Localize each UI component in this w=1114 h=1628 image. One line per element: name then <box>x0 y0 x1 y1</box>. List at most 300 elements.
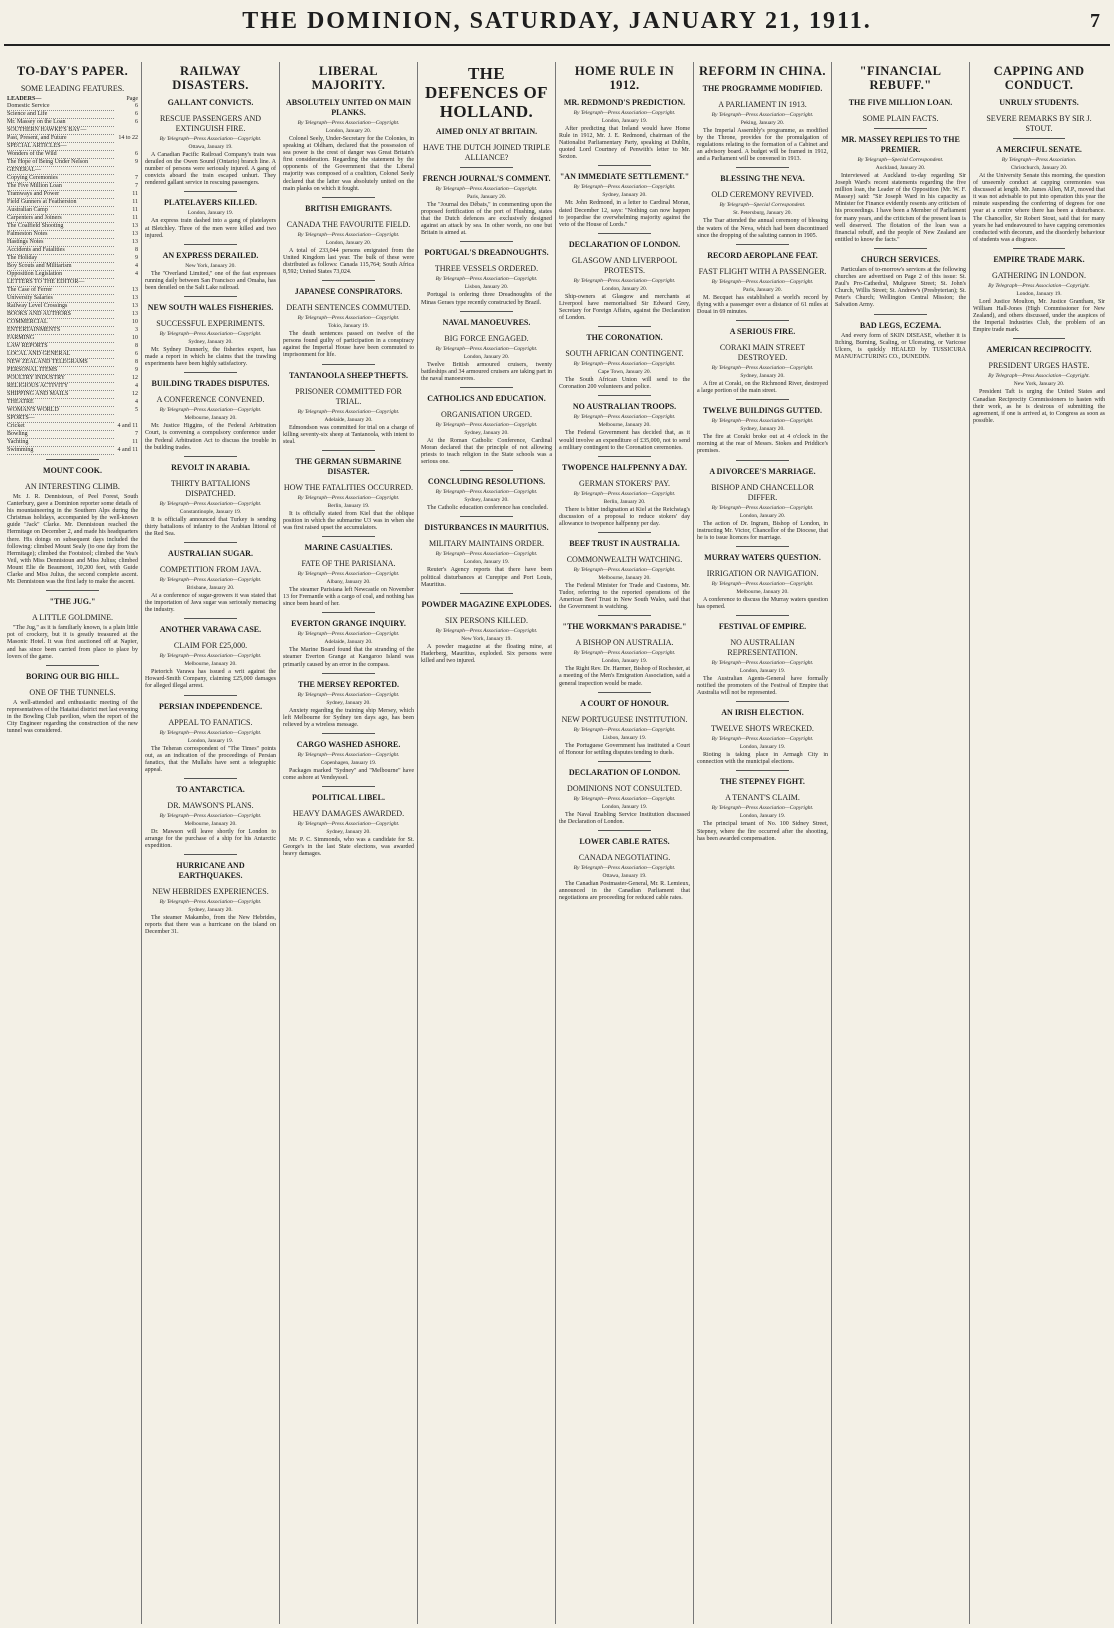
article-body: Dr. Mawson will leave shortly for London to arrange for the purchase of a ship for his Antarctic expedition. <box>145 828 276 850</box>
toc-row <box>7 351 138 359</box>
news-article <box>697 546 828 611</box>
article-byline: By Telegraph—Press Association—Copyright. <box>297 231 400 238</box>
article-headline: THE FIVE MILLION LOAN. <box>848 98 953 107</box>
article-headline: EMPIRE TRADE MARK. <box>993 254 1085 264</box>
article-body: At the University Senate this morning, the question of unseemly conduct at capping ceremonies was discussed at length. Mr. James Allen, M.P., moved that it was not advisable to put into operation this year the minute suspending the conferring of degrees for one year at a centre where there has been a disturbance. The Chancellor, Sir Robert Stout, said that for many years he had endeavoured to have capping ceremonies conducted with decorum, and the disorderly behaviour of students was a disgrace. <box>973 173 1105 243</box>
article-body: The Right Rev. Dr. Harmer, Bishop of Rochester, at a meeting of the Men's Emigration Association, said a general inspection would be made. <box>559 666 690 687</box>
article-divider <box>460 593 512 594</box>
article-headline: A SERIOUS FIRE. <box>729 327 796 337</box>
toc-page: 9 <box>135 159 138 165</box>
news-article <box>145 191 276 239</box>
toc-row <box>7 431 138 439</box>
article-headline: BRITISH EMIGRANTS. <box>305 203 392 213</box>
article-subheadline: IRRIGATION OR NAVIGATION. <box>706 568 819 578</box>
toc-label: Bowling <box>7 431 114 439</box>
article-byline: By Telegraph—Press Association—Copyright. <box>573 361 676 368</box>
article-divider <box>460 167 512 168</box>
article-subheadline: DOMINIONS NOT CONSULTED. <box>567 783 682 793</box>
article-subheadline: NEW PORTUGUESE INSTITUTION. <box>561 714 688 724</box>
article-byline: By Telegraph—Press Association—Copyright. <box>711 736 814 743</box>
article-dateline: Sydney, January 20. <box>464 429 509 436</box>
article-headline: AIMED ONLY AT BRITAIN. <box>435 127 538 136</box>
article-body: The steamer Parisiana left Newcastle on November 13 for Fremantle with a cargo of coal, and nothing has since been heard of her. <box>283 587 414 608</box>
article-subheadline: GLASGOW AND LIVERPOOL PROTESTS. <box>571 255 678 275</box>
article-body: Mr. Sydney Dunnerly, the fisheries expert, has made a report in which he claims that the trawling experiments have been highly satisfactory. <box>145 347 276 368</box>
article-divider <box>184 456 236 457</box>
toc-label: FARMING <box>7 335 114 343</box>
article-dateline: London, January 20. <box>601 285 648 292</box>
toc-header-label: LEADERS— <box>7 96 42 102</box>
article-dateline: London, January 19. <box>601 118 648 124</box>
article-body: Pietorich Varawa has issued a writ against the Howard-Smith Company, claiming £25,000 damages for alleged illegal arrest. <box>145 669 276 690</box>
article-subheadline: HEAVY DAMAGES AWARDED. <box>292 809 405 819</box>
article-headline: ABSOLUTELY UNITED ON MAIN PLANKS. <box>286 98 411 117</box>
article-body: There is bitter indignation at Kiel at the Reichstag's discussion of a proposal to reduce stokers' day allowance to twopence halfpenny per day. <box>559 506 690 527</box>
news-article <box>421 311 552 383</box>
news-article <box>559 165 690 228</box>
toc-page: 14 to 22 <box>118 135 138 141</box>
article-body: The action of Dr. Ingram, Bishop of London, in instructing Mr. Victor, Chancellor of the Diocese, that he is to issue licences for marriage. <box>697 520 828 541</box>
toc-label: SPORTS— <box>7 415 114 423</box>
toc-label: THEATRE <box>7 399 114 407</box>
column-5 <box>556 62 694 1624</box>
news-article <box>559 456 690 528</box>
article-byline: By Telegraph—Press Association—Copyright. <box>988 282 1090 289</box>
news-article <box>559 830 690 902</box>
article-headline: POLITICAL LIBEL. <box>312 793 385 803</box>
article-dateline: London, January 20. <box>325 128 372 134</box>
article-dateline: London, January 20. <box>739 512 786 519</box>
news-article <box>559 395 690 451</box>
article-byline: By Telegraph—Press Association—Copyright. <box>159 331 262 338</box>
article-byline: By Telegraph—Press Association—Copyright. <box>573 277 676 284</box>
article-subheadline: DEATH SENTENCES COMMUTED. <box>286 303 411 313</box>
toc-label: Railway Level Crossings <box>7 303 114 311</box>
news-article <box>697 615 828 697</box>
article-subheadline: SOUTH AFRICAN CONTINGENT. <box>565 349 684 359</box>
news-article <box>145 778 276 850</box>
article-divider <box>460 387 512 388</box>
article-byline: By Telegraph—Press Association—Copyright. <box>711 418 814 425</box>
article-headline: DECLARATION OF LONDON. <box>568 239 681 249</box>
article-subheadline: NO AUSTRALIAN REPRESENTATION. <box>727 637 798 657</box>
toc-row <box>7 199 138 207</box>
news-article <box>697 770 828 842</box>
toc-page <box>114 143 138 151</box>
toc-row <box>7 247 138 255</box>
article-byline: By Telegraph—Press Association—Copyright. <box>297 120 400 126</box>
article-dateline: Cape Town, January 20. <box>597 369 652 376</box>
article-body: M. Becquet has established a world's record by flying with a passenger over a distance of 61 miles at Douai in 69 minutes. <box>697 294 828 315</box>
toc-page: 4 <box>135 271 138 277</box>
article-headline: NAVAL MANOEUVRES. <box>442 317 531 327</box>
article-subheadline: APPEAL TO FANATICS. <box>168 717 253 727</box>
toc-label: Cricket <box>7 423 114 431</box>
toc-row <box>7 295 138 303</box>
toc-page <box>114 415 138 423</box>
toc-row <box>7 335 138 343</box>
article-body: And every form of SKIN DISEASE, whether it is Itching, Burning, Scaling, or Ulcerating, or Varicose Ulcers, is quickly HEALED by TUSSICURA MANUFACTURING CO., DUNEDIN. <box>835 332 966 360</box>
article-divider <box>46 665 98 666</box>
news-article <box>421 470 552 512</box>
article-divider <box>322 612 374 613</box>
article-divider <box>460 470 512 471</box>
article-subheadline: HAVE THE DUTCH JOINED TRIPLE ALLIANCE? <box>422 143 551 162</box>
article-divider <box>598 233 650 234</box>
article-body: Reuter's Agency reports that there have been political disturbances at Curepipe and Port Louis, Mauritius. <box>421 567 552 588</box>
article-dateline: Adelaide, January 20. <box>324 639 373 646</box>
news-article <box>145 854 276 936</box>
news-article <box>697 244 828 316</box>
column-2 <box>142 62 280 1624</box>
news-article <box>421 387 552 466</box>
news-article <box>697 320 828 395</box>
article-dateline: Sydney, January 20. <box>326 699 371 706</box>
article-headline: "AN IMMEDIATE SETTLEMENT." <box>559 172 690 182</box>
article-subheadline: RESCUE PASSENGERS AND EXTINGUISH FIRE. <box>159 114 262 133</box>
article-byline: By Telegraph—Press Association—Copyright. <box>573 414 676 421</box>
article-subheadline: TWELVE SHOTS WRECKED. <box>711 724 814 734</box>
toc-page: 13 <box>132 239 138 245</box>
article-body: Portugal is ordering three Dreadnoughts of the Minas Geraes type recently constructed by Brazil. <box>421 292 552 306</box>
toc-page: 7 <box>135 175 138 181</box>
news-article <box>559 615 690 687</box>
article-byline: By Telegraph—Press Association—Copyright. <box>435 276 538 283</box>
article-byline: By Telegraph—Press Association—Copyright. <box>159 729 262 736</box>
article-byline: By Telegraph—Press Association—Copyright. <box>297 494 400 501</box>
news-article <box>145 372 276 451</box>
news-article <box>145 296 276 368</box>
article-body: Interviewed at Auckland to-day regarding Sir Joseph Ward's recent statements regarding the five million loan, the Leader of the Opposition (Mr. W. F. Massey) said: "Sir Joseph Ward in his capacity as Minister for Finance evidently resents any criticism of his proceedings. I have been a Member of Parliament for many years, and the criticism of the present loan is well deserved. The flotation of the loan was a financial rebuff, and the people of New Zealand are entitled to know the facts." <box>835 173 966 243</box>
toc-label: Copying Ceremonies <box>7 175 114 183</box>
article-dateline: London, January 19. <box>463 559 510 566</box>
article-divider <box>598 326 650 327</box>
toc-row <box>7 175 138 183</box>
toc-row <box>7 207 138 215</box>
toc-row <box>7 319 138 327</box>
article-body: The steamer Makambo, from the New Hebrides, reports that there was a hurricane on the island on December 31. <box>145 915 276 936</box>
article-body: Rioting is taking place in Armagh City in connection with the municipal elections. <box>697 752 828 766</box>
article-dateline: St. Petersburg, January 20. <box>733 210 792 217</box>
toc-page: 13 <box>132 295 138 301</box>
toc-row <box>7 167 138 175</box>
article-byline: By Telegraph—Press Association—Copyright. <box>297 571 400 578</box>
toc-row <box>7 151 138 159</box>
toc-row <box>7 383 138 391</box>
toc-page: 7 <box>135 431 138 437</box>
article-subheadline: COMPETITION FROM JAVA. <box>159 564 262 574</box>
article-byline: By Telegraph—Press Association—Copyright. <box>297 691 400 698</box>
article-headline: MOUNT COOK. <box>43 466 102 475</box>
toc-label: Accidents and Fatalities <box>7 247 114 255</box>
toc-label: Yachting <box>7 439 114 447</box>
article-headline: JAPANESE CONSPIRATORS. <box>294 287 403 297</box>
news-article <box>835 128 966 244</box>
toc-label: LOCAL AND GENERAL <box>7 351 114 359</box>
article-subheadline: DR. MAWSON'S PLANS. <box>167 800 254 810</box>
article-dateline: Peking, January 20. <box>740 120 785 126</box>
article-divider <box>874 248 926 249</box>
news-article <box>421 516 552 588</box>
news-article <box>7 459 138 586</box>
article-body: The death sentences passed on twelve of the persons found guilty of participation in a conspiracy against the Imperial House have been commuted to imprisonment for life. <box>283 331 414 359</box>
toc-label: Wonders of the Wild <box>7 151 114 159</box>
article-byline: By Telegraph—Press Association—Copyright. <box>573 865 676 871</box>
toc-label: POULTRY INDUSTRY <box>7 375 114 383</box>
toc-label: BOOKS AND AUTHORS <box>7 311 114 319</box>
toc-row <box>7 135 138 143</box>
toc-row <box>7 447 138 455</box>
article-divider <box>46 459 98 460</box>
article-divider <box>184 244 236 245</box>
article-byline: By Telegraph—Press Association—Copyright. <box>711 365 814 372</box>
toc-page: 12 <box>132 391 138 397</box>
article-body: The Portuguese Government has instituted a Court of Honour for settling disputes tending to duels. <box>559 742 690 756</box>
column-4 <box>418 62 556 1624</box>
article-subheadline: A CONFERENCE CONVENED. <box>156 395 265 405</box>
article-byline: By Telegraph—Special Correspondent. <box>857 157 944 163</box>
article-dateline: Sydney, January 20. <box>464 497 509 504</box>
toc-row <box>7 271 138 279</box>
article-body: A conference to discuss the Murray waters question has opened. <box>697 596 828 610</box>
toc-label: University Salaries <box>7 295 114 303</box>
article-body: Ship-owners at Glasgow and merchants at Liverpool have memorialised Sir Edward Grey, Secretary for Foreign Affairs, against the Declaration of London. <box>559 293 690 322</box>
article-dateline: London, January 20. <box>325 239 372 246</box>
article-subheadline: GERMAN STOKERS' PAY. <box>578 478 671 488</box>
toc-page: 10 <box>132 319 138 325</box>
article-body: A Canadian Pacific Railroad Company's train was derailed on the Owen Sound (Ontario) branch line. A number of persons were seriously injured. A gang of convicts aboard the train escaped unhurt. They rendered gallant service in rescuing passengers. <box>145 152 276 187</box>
page-number: 7 <box>1090 10 1100 32</box>
article-headline: TWELVE BUILDINGS GUTTED. <box>702 406 823 416</box>
article-subheadline: SIX PERSONS KILLED. <box>445 615 528 625</box>
article-divider <box>184 618 236 619</box>
article-byline: By Telegraph—Press Association—Copyright. <box>297 821 400 828</box>
column-heading: HOME RULE IN 1912. <box>574 64 675 92</box>
article-body: The Tsar attended the annual ceremony of blessing the waters of the Neva, which had been discontinued since the dropping of the saluting cannon in 1905. <box>697 218 828 239</box>
article-dateline: Paris, January 20. <box>742 286 783 293</box>
article-divider <box>184 854 236 855</box>
toc-label: NEW ZEALAND TELEGRAMS <box>7 359 114 367</box>
article-headline: HURRICANE AND EARTHQUAKES. <box>176 861 245 881</box>
article-headline: BORING OUR BIG HILL. <box>26 671 119 681</box>
article-divider <box>736 460 788 461</box>
article-divider <box>598 165 650 166</box>
article-dateline: London, January 19. <box>739 744 786 751</box>
toc-label: WOMAN'S WORLD <box>7 407 114 415</box>
column-heading: LIBERAL MAJORITY. <box>311 64 386 92</box>
article-divider <box>184 695 236 696</box>
news-article <box>283 733 414 782</box>
article-dateline: London, January 19. <box>739 667 786 674</box>
news-article <box>559 761 690 826</box>
toc-row <box>7 223 138 231</box>
article-divider <box>322 450 374 451</box>
article-body: Mr. J. R. Dennistoun, of Peel Forest, South Canterbury, gave a Dominion reporter some details of his mountaineering in the Southern Alps during the Christmas holidays, accompanied by the well-known guide "Jack" Clarke. Mr. Dennistoun reached the Hermitage on December 2, and made his headquarters there. His doings on subsequent days included the following: climbed Mount Sealy (to one day from the Hermitage); climbed the Footstool; climbed the Vea's Veil, with Miss Dennistoun and Miss Julius; climbed Mount Elie de Beaumont, 10,200 feet, with Guide Clarke and Miss Julius, the second complete ascent. Mr. Dennistoun was the first lady to make the ascent. <box>7 494 138 586</box>
column-8 <box>970 62 1108 1624</box>
article-divider <box>736 770 788 771</box>
news-article <box>559 98 690 161</box>
article-headline: BAD LEGS, ECZEMA. <box>859 320 942 330</box>
article-headline: EVERTON GRANGE INQUIRY. <box>291 619 406 629</box>
article-dateline: Melbourne, January 20. <box>184 661 237 668</box>
news-article <box>973 248 1105 334</box>
article-divider <box>1013 338 1066 339</box>
article-subheadline: A PARLIAMENT IN 1913. <box>718 100 807 109</box>
article-byline: By Telegraph—Special Correspondent. <box>719 202 806 209</box>
article-subheadline: FATE OF THE PARISIANA. <box>301 559 396 569</box>
article-headline: RECORD AEROPLANE FEAT. <box>707 250 818 260</box>
article-divider <box>736 167 788 168</box>
news-article <box>559 326 690 391</box>
toc-row <box>7 439 138 447</box>
article-dateline: London, January 19. <box>739 813 786 820</box>
article-headline: BEEF TRUST IN AUSTRALIA. <box>569 538 680 548</box>
toc-page: 7 <box>135 183 138 189</box>
article-divider <box>184 296 236 297</box>
article-headline: THE MERSEY REPORTED. <box>298 679 399 689</box>
toc-page: 8 <box>135 359 138 365</box>
article-headline: GALLANT CONVICTS. <box>167 98 254 107</box>
toc-row <box>7 279 138 287</box>
toc-page: 6 <box>135 103 138 110</box>
toc-label: Hastings Notes <box>7 239 114 247</box>
article-dateline: London, January 20. <box>463 353 510 360</box>
article-dateline: Berlin, January 20. <box>603 498 646 505</box>
toc-label: Swimming <box>7 447 114 455</box>
toc-row <box>7 231 138 239</box>
toc-label: Falmeston Notes <box>7 231 114 239</box>
toc-row <box>7 343 138 351</box>
article-headline: CONCLUDING RESOLUTIONS. <box>427 477 546 487</box>
article-byline: By Telegraph—Press Association—Copyright. <box>159 899 262 906</box>
article-headline: "THE JUG." <box>49 597 96 607</box>
article-divider <box>460 241 512 242</box>
article-body: Edmondson was committed for trial on a charge of killing seventy-six sheep at Tantanoola, with intent to steal. <box>283 424 414 445</box>
article-body: The Australian Agents-General have formally notified the promoters of the Festival of Empire that Australia will not be represented. <box>697 675 828 697</box>
article-dateline: New York, January 20. <box>185 262 236 269</box>
article-divider <box>322 733 374 734</box>
toc-row <box>7 215 138 223</box>
article-dateline: Sydney, January 20. <box>188 907 233 914</box>
toc-label: The Case of Ferrer <box>7 287 114 295</box>
article-headline: REVOLT IN ARABIA. <box>171 462 250 472</box>
column-heading: RAILWAY DISASTERS. <box>172 64 249 92</box>
article-headline: PERSIAN INDEPENDENCE. <box>158 701 263 711</box>
article-dateline: Ottawa, January 19. <box>188 144 233 150</box>
news-article <box>835 314 966 361</box>
article-byline: By Telegraph—Press Association—Copyright. <box>711 805 814 812</box>
article-headline: DECLARATION OF LONDON. <box>568 767 681 777</box>
article-divider <box>1013 138 1066 139</box>
news-article <box>697 84 828 163</box>
article-body: Packages marked "Sydney" and "Melbourne" have come ashore at Vendsyssel. <box>283 767 414 781</box>
article-body: The Canadian Postmaster-General, Mr. R. Lemieux, announced in the Canadian Parliament that negotiations are proceeding for reduced cable rates. <box>559 881 691 902</box>
masthead-rule <box>4 44 1110 46</box>
toc-row <box>7 263 138 271</box>
news-article <box>283 673 414 729</box>
article-divider <box>598 761 650 762</box>
toc-label: Opposition Legislation <box>7 271 114 279</box>
article-byline: By Telegraph—Press Association—Copyright. <box>573 795 676 802</box>
article-headline: "THE WORKMAN'S PARADISE." <box>562 622 687 632</box>
article-headline: A COURT OF HONOUR. <box>580 698 669 708</box>
article-dateline: Auckland, January 20. <box>875 165 926 171</box>
article-subheadline: GATHERING IN LONDON. <box>992 270 1086 280</box>
toc-page: 4 <box>135 383 138 389</box>
toc-page: 4 <box>135 263 138 269</box>
article-headline: A MERCIFUL SENATE. <box>996 145 1082 154</box>
article-byline: By Telegraph—Press Association—Copyright. <box>711 278 814 285</box>
toc-label: Past, Present, and Future <box>7 135 114 143</box>
article-body: The fire at Coraki broke out at 4 o'clock in the morning at the rear of Messrs. Stokes and Priddice's premises. <box>697 434 828 455</box>
article-dateline: Sydney, January 20. <box>602 192 647 199</box>
article-headline: CHURCH SERVICES. <box>860 254 941 264</box>
toc-label: Australian Camp <box>7 207 114 215</box>
toc-page: 6 <box>135 151 138 157</box>
article-body: The Marine Board found that the stranding of the steamer Everton Grange at Kangaroo Island was primarily caused by an error in the compass. <box>283 647 414 668</box>
article-dateline: Melbourne, January 20. <box>184 820 237 827</box>
article-dateline: Adelaide, January 20. <box>324 416 373 423</box>
article-subheadline: A BISHOP ON AUSTRALIA. <box>575 638 674 648</box>
article-divider <box>598 532 650 533</box>
toc-row <box>7 423 138 431</box>
news-article <box>145 98 276 187</box>
article-headline: UNRULY STUDENTS. <box>999 98 1079 107</box>
article-body: Mr. John Redmond, in a letter to Cardinal Moran, dated December 12, says: "Nothing can now happen to jeopardise the overwhelming majority against the veto of the House of Lords." <box>559 200 690 228</box>
article-dateline: Sydney, January 20. <box>740 373 785 380</box>
article-body: The "Journal des Débats," in commenting upon the proposed fortification of the port of Flushing, states that the Dutch defences are exclusively designed against an attack by sea. In other words, no one but Britain is aimed at. <box>421 202 552 237</box>
toc-page: 13 <box>132 311 138 317</box>
article-body: At the Roman Catholic Conference, Cardinal Moran declared that the principle of not allowing priests to teach religion in the State schools was a serious one. <box>421 437 552 466</box>
article-dateline: Brisbane, January 20. <box>186 584 235 591</box>
article-byline: By Telegraph—Press Association—Copyright. <box>573 650 676 657</box>
article-dateline: Sydney, January 20. <box>326 829 371 836</box>
article-dateline: New York, January 19. <box>461 635 512 642</box>
article-byline: By Telegraph—Press Association—Copyright. <box>435 551 538 558</box>
toc-row <box>7 407 138 415</box>
toc-label: The Five Million Loan <box>7 183 114 191</box>
toc-row <box>7 111 138 119</box>
article-body: The South African Union will send to the Coronation 200 volunteers and police. <box>559 377 690 391</box>
article-subheadline: PRISONER COMMITTED FOR TRIAL. <box>295 386 402 406</box>
article-headline: CARGO WASHED ASHORE. <box>296 739 401 749</box>
toc-row <box>7 191 138 199</box>
article-headline: MARINE CASUALTIES. <box>304 543 393 553</box>
article-subheadline: A LITTLE GOLDMINE. <box>31 613 114 623</box>
article-byline: By Telegraph—Press Association—Copyright. <box>435 186 538 192</box>
toc-row <box>7 311 138 319</box>
article-byline: By Telegraph—Press Association—Copyright. <box>711 580 814 587</box>
article-headline: BUILDING TRADES DISPUTES. <box>151 379 270 389</box>
article-byline: By Telegraph—Press Association—Copyright. <box>435 489 538 496</box>
article-headline: THE CORONATION. <box>586 333 663 343</box>
article-byline: By Telegraph—Press Association—Copyright. <box>159 407 262 414</box>
article-body: The Federal Government has decided that, as it would involve an expenditure of £35,000, not to send a military contingent to the Coronation ceremonies. <box>559 430 690 451</box>
article-body: Mr. P. C. Simmonds, who was a candidate for St. George's in the last State elections, was awarded heavy damages. <box>283 837 414 858</box>
toc-page: 5 <box>135 407 138 413</box>
article-dateline: Berlin, January 19. <box>327 502 370 509</box>
article-byline: By Telegraph—Press Association—Copyright. <box>297 751 400 758</box>
article-headline: THE STEPNEY FIGHT. <box>720 777 805 787</box>
columns <box>4 62 1110 1624</box>
article-subheadline: ORGANISATION URGED. <box>440 409 533 419</box>
column-1 <box>4 62 142 1624</box>
toc-label: Mr. Massey on the Loan <box>7 119 114 127</box>
article-dateline: Christchurch, January 20. <box>1010 165 1068 171</box>
article-subheadline: THREE VESSELS ORDERED. <box>434 264 539 274</box>
article-body: Colonel Seely, Under-Secretary for the Colonies, in speaking at Oldham, declared that the possession of sea power is the crest of danger was Great Britain's first consideration. Regarding the statement by the opponents of the Government that the Liberal majority was composed of a coalition, Colonel Seely declared that the latter was absolutely united on the main planks on which it fought. <box>283 136 414 192</box>
toc-page: 9 <box>135 367 138 373</box>
